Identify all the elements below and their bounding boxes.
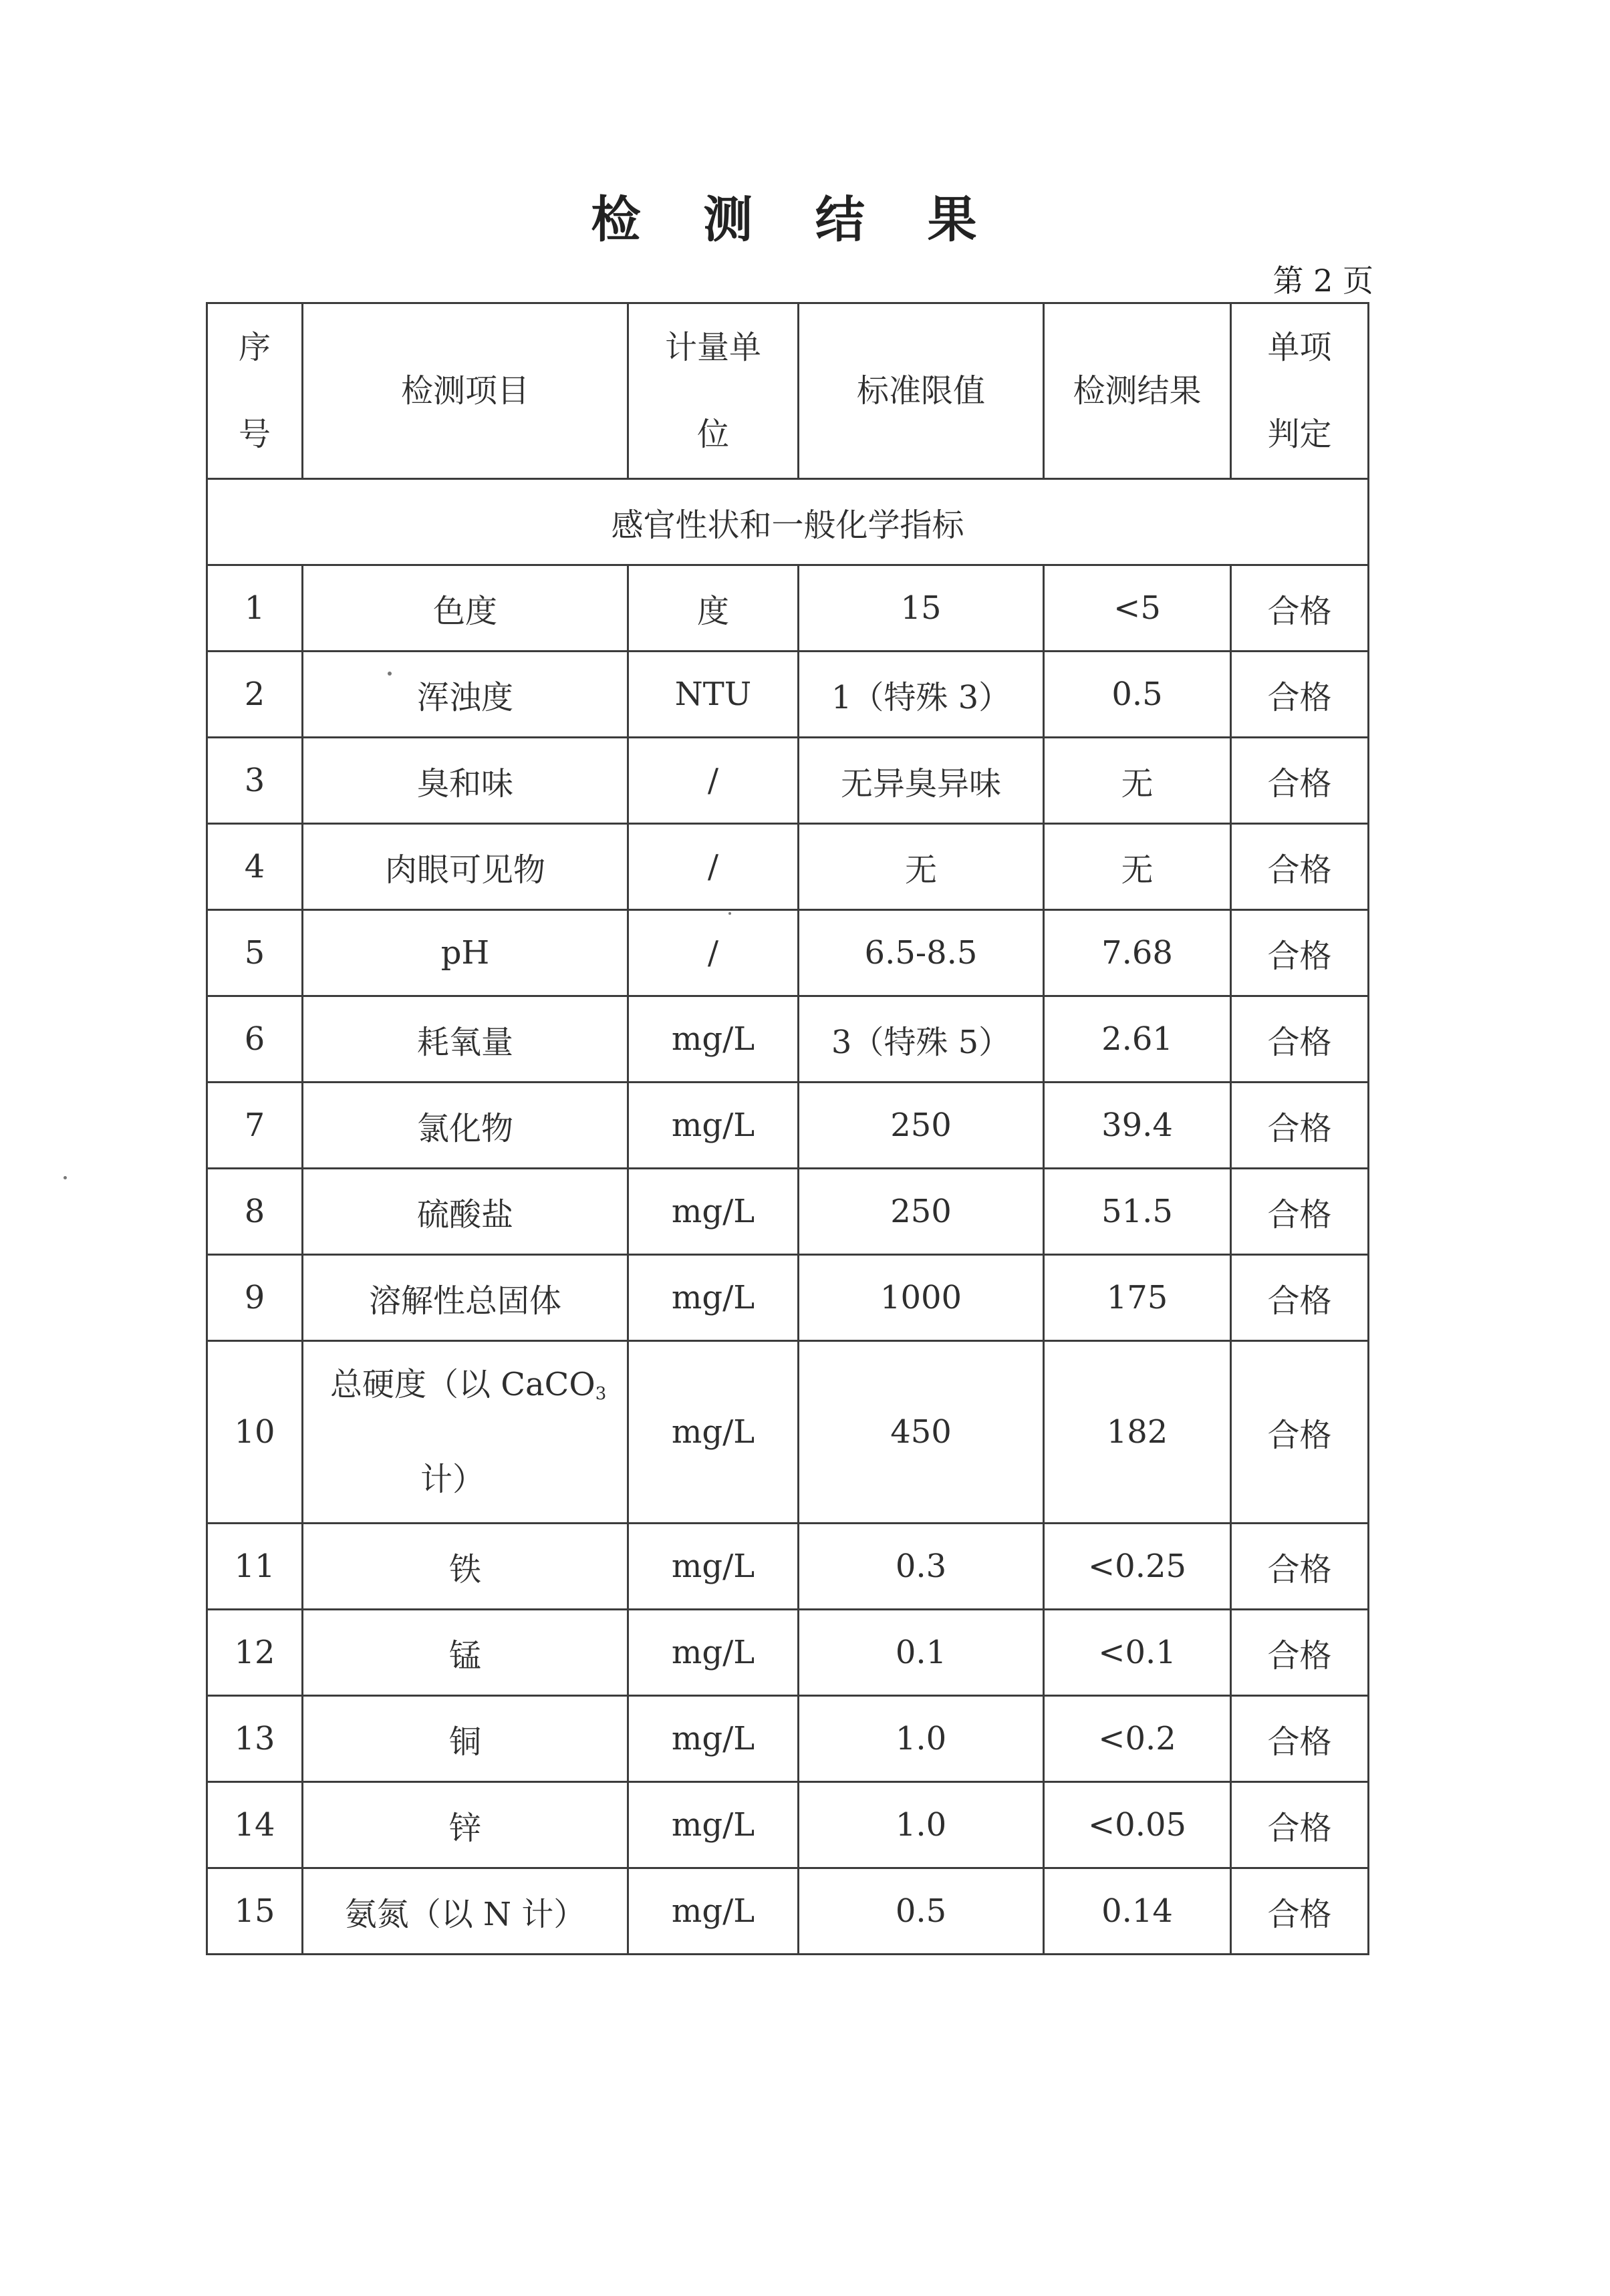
cell-seq: 14 bbox=[207, 1782, 303, 1868]
cell-judgement: 合格 bbox=[1231, 996, 1369, 1083]
cell-judgement: 合格 bbox=[1231, 1524, 1369, 1610]
cell-seq: 11 bbox=[207, 1524, 303, 1610]
page-title: 检 测 结 果 bbox=[591, 191, 1000, 249]
cell-result: 2.61 bbox=[1044, 996, 1231, 1083]
cell-unit: mg/L bbox=[628, 1341, 799, 1524]
cell-unit: / bbox=[628, 910, 799, 996]
table-row bbox=[207, 1868, 1369, 1955]
cell-seq: 7 bbox=[207, 1083, 303, 1169]
cell-unit: mg/L bbox=[628, 1083, 799, 1169]
cell-seq: 13 bbox=[207, 1696, 303, 1782]
cell-unit: mg/L bbox=[628, 1610, 799, 1696]
cell-item: 铁 bbox=[303, 1524, 628, 1610]
cell-judgement: 合格 bbox=[1231, 1782, 1369, 1868]
cell-result: <0.05 bbox=[1044, 1782, 1231, 1868]
cell-judgement: 合格 bbox=[1231, 910, 1369, 996]
table-row bbox=[207, 652, 1369, 738]
cell-unit: mg/L bbox=[628, 1524, 799, 1610]
cell-unit: mg/L bbox=[628, 1255, 799, 1341]
table-row bbox=[207, 1169, 1369, 1255]
cell-result: 无 bbox=[1044, 824, 1231, 910]
table-body bbox=[207, 565, 1369, 1955]
table-row bbox=[207, 1696, 1369, 1782]
scan-speck bbox=[388, 672, 392, 676]
cell-limit: 0.3 bbox=[799, 1524, 1044, 1610]
cell-seq: 12 bbox=[207, 1610, 303, 1696]
cell-result: 0.5 bbox=[1044, 652, 1231, 738]
cell-seq: 3 bbox=[207, 738, 303, 824]
header-limit: 标准限值 bbox=[799, 303, 1044, 479]
cell-limit: 1000 bbox=[799, 1255, 1044, 1341]
cell-result: <0.2 bbox=[1044, 1696, 1231, 1782]
cell-result: 39.4 bbox=[1044, 1083, 1231, 1169]
cell-unit: / bbox=[628, 824, 799, 910]
cell-seq: 6 bbox=[207, 996, 303, 1083]
cell-item: 锰 bbox=[303, 1610, 628, 1696]
cell-result: 175 bbox=[1044, 1255, 1231, 1341]
cell-result: <0.1 bbox=[1044, 1610, 1231, 1696]
cell-result: 7.68 bbox=[1044, 910, 1231, 996]
cell-judgement: 合格 bbox=[1231, 652, 1369, 738]
table-row bbox=[207, 1083, 1369, 1169]
cell-unit: 度 bbox=[628, 565, 799, 652]
cell-judgement: 合格 bbox=[1231, 1255, 1369, 1341]
table-row bbox=[207, 738, 1369, 824]
cell-judgement: 合格 bbox=[1231, 738, 1369, 824]
cell-item: 铜 bbox=[303, 1696, 628, 1782]
results-table bbox=[206, 302, 1369, 1955]
cell-item: 耗氧量 bbox=[303, 996, 628, 1083]
cell-item: 色度 bbox=[303, 565, 628, 652]
cell-limit: 3（特殊 5） bbox=[799, 996, 1044, 1083]
header-item: 检测项目 bbox=[303, 303, 628, 479]
cell-seq: 1 bbox=[207, 565, 303, 652]
item-text-subscript: 3 bbox=[595, 1384, 607, 1404]
table-row bbox=[207, 1610, 1369, 1696]
cell-item: pH bbox=[303, 910, 628, 996]
header-unit: 计量单位 bbox=[628, 303, 799, 479]
cell-item: 锌 bbox=[303, 1782, 628, 1868]
cell-unit: mg/L bbox=[628, 1782, 799, 1868]
cell-judgement: 合格 bbox=[1231, 1610, 1369, 1696]
cell-seq: 15 bbox=[207, 1868, 303, 1955]
cell-seq: 2 bbox=[207, 652, 303, 738]
cell-seq: 9 bbox=[207, 1255, 303, 1341]
cell-limit: 250 bbox=[799, 1083, 1044, 1169]
table-row bbox=[207, 824, 1369, 910]
cell-judgement: 合格 bbox=[1231, 1341, 1369, 1524]
section-title: 感官性状和一般化学指标 bbox=[207, 479, 1369, 565]
table-header-row bbox=[207, 303, 1369, 479]
cell-seq: 10 bbox=[207, 1341, 303, 1524]
table-row bbox=[207, 1341, 1369, 1524]
table-row bbox=[207, 1524, 1369, 1610]
table-row bbox=[207, 565, 1369, 652]
scan-speck bbox=[63, 1176, 67, 1179]
cell-judgement: 合格 bbox=[1231, 1868, 1369, 1955]
cell-result: 51.5 bbox=[1044, 1169, 1231, 1255]
cell-limit: 无 bbox=[799, 824, 1044, 910]
cell-limit: 无异臭异味 bbox=[799, 738, 1044, 824]
cell-judgement: 合格 bbox=[1231, 1696, 1369, 1782]
header-result: 检测结果 bbox=[1044, 303, 1231, 479]
item-text-prefix: 总硬度（以 CaCO bbox=[330, 1366, 595, 1403]
cell-result: 0.14 bbox=[1044, 1868, 1231, 1955]
cell-unit: mg/L bbox=[628, 1868, 799, 1955]
cell-limit: 0.5 bbox=[799, 1868, 1044, 1955]
header-seq: 序号 bbox=[207, 303, 303, 479]
cell-seq: 5 bbox=[207, 910, 303, 996]
cell-limit: 250 bbox=[799, 1169, 1044, 1255]
cell-judgement: 合格 bbox=[1231, 1169, 1369, 1255]
cell-limit: 450 bbox=[799, 1341, 1044, 1524]
cell-seq: 8 bbox=[207, 1169, 303, 1255]
page-number: 第 2 页 bbox=[1272, 263, 1373, 299]
section-row bbox=[207, 479, 1369, 565]
cell-item: 臭和味 bbox=[303, 738, 628, 824]
cell-seq: 4 bbox=[207, 824, 303, 910]
cell-result: <5 bbox=[1044, 565, 1231, 652]
cell-judgement: 合格 bbox=[1231, 565, 1369, 652]
cell-unit: mg/L bbox=[628, 996, 799, 1083]
cell-judgement: 合格 bbox=[1231, 1083, 1369, 1169]
cell-item: 浑浊度 bbox=[303, 652, 628, 738]
cell-limit: 1（特殊 3） bbox=[799, 652, 1044, 738]
cell-unit: / bbox=[628, 738, 799, 824]
item-text-suffix: 计） bbox=[420, 1461, 485, 1498]
cell-unit: NTU bbox=[628, 652, 799, 738]
table-row bbox=[207, 910, 1369, 996]
table-row bbox=[207, 1782, 1369, 1868]
cell-limit: 1.0 bbox=[799, 1696, 1044, 1782]
cell-result: 182 bbox=[1044, 1341, 1231, 1524]
cell-limit: 1.0 bbox=[799, 1782, 1044, 1868]
cell-item: 硫酸盐 bbox=[303, 1169, 628, 1255]
cell-limit: 6.5-8.5 bbox=[799, 910, 1044, 996]
cell-result: <0.25 bbox=[1044, 1524, 1231, 1610]
cell-result: 无 bbox=[1044, 738, 1231, 824]
cell-unit: mg/L bbox=[628, 1169, 799, 1255]
table-row bbox=[207, 996, 1369, 1083]
cell-unit: mg/L bbox=[628, 1696, 799, 1782]
table-row bbox=[207, 1255, 1369, 1341]
cell-item bbox=[303, 1341, 628, 1524]
scan-speck bbox=[728, 912, 731, 915]
cell-item: 肉眼可见物 bbox=[303, 824, 628, 910]
header-judgement: 单项判定 bbox=[1231, 303, 1369, 479]
cell-item: 氨氮（以 N 计） bbox=[303, 1868, 628, 1955]
cell-item: 氯化物 bbox=[303, 1083, 628, 1169]
cell-limit: 15 bbox=[799, 565, 1044, 652]
cell-limit: 0.1 bbox=[799, 1610, 1044, 1696]
cell-judgement: 合格 bbox=[1231, 824, 1369, 910]
cell-item: 溶解性总固体 bbox=[303, 1255, 628, 1341]
